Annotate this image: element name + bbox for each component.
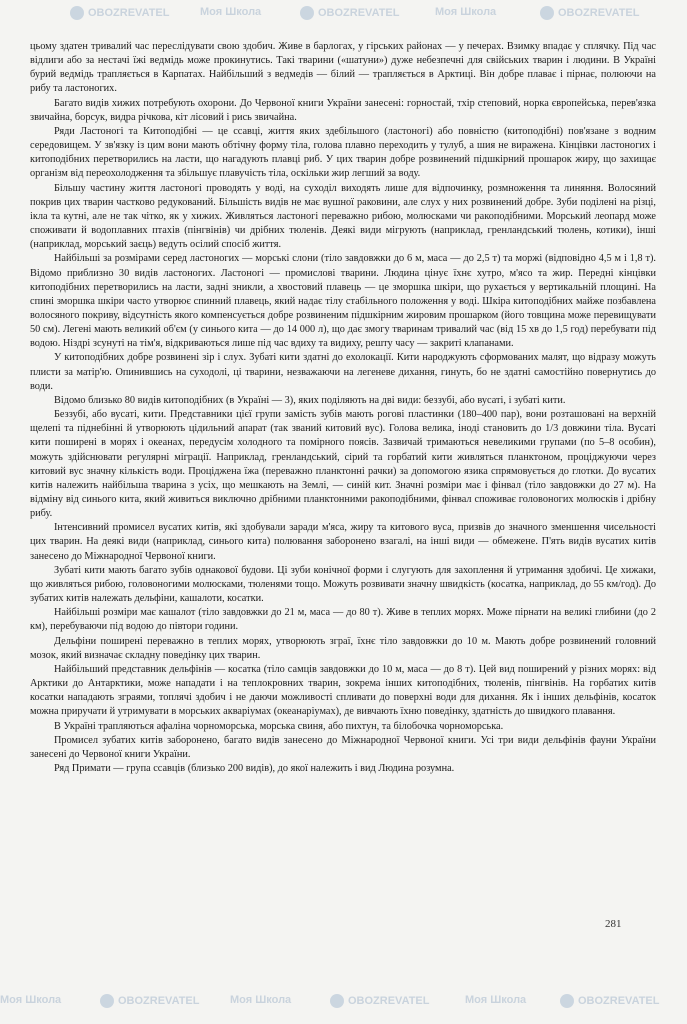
- watermark-logo-icon: [70, 6, 84, 20]
- watermark-logo-icon: [100, 994, 114, 1008]
- watermark-logo-icon: [540, 6, 554, 20]
- paragraph: Зубаті кити мають багато зубів однакової будови. Ці зуби конічної форми і слугують для захоплення й утримання здобичі. Це хижаки, що живляться рибою, головоногими молюсками, тюленями тощо. Можуть розвивати значну швидкість (косатка, наприклад, до 55 км/год). До зубатих китів належать дельфіни, кашалоти, косатки.: [30, 564, 656, 605]
- paragraph: Багато видів хижих потребують охорони. До Червоної книги України занесені: горностай, тхір степовий, норка європейська, перев'язка звичайна, борсук, видра річкова, кіт лісовий і рись звичайна.: [30, 97, 656, 123]
- watermark-row-top: [0, 6, 687, 24]
- body-text: [30, 40, 656, 776]
- paragraph: Інтенсивний промисел вусатих китів, які здобували заради м'яса, жиру та китового вуса, призвів до значного зменшення чисельності цих тварин. На деякі види (наприклад, синього кита) полювання заборонено взагалі, на інші види — обмежене. П'ять видів вусатих китів занесено до Міжнародної Червоної книги.: [30, 522, 656, 562]
- watermark-logo-icon: [300, 6, 314, 20]
- watermark-row-bottom: [0, 994, 687, 1012]
- watermark-school: Моя Школа: [230, 994, 292, 1006]
- paragraph: цьому здатен тривалий час переслідувати свою здобич. Живе в барлогах, у гірських районах — у печерах. Взимку впадає у сплячку. Під час відлиги або за нестачі їжі ведмідь може прокинутись. Такі тварини («шатуни») дуже небезпечні для свійських тварин і людини. В Україні бурий ведмідь трапляється в Карпатах. Найбільший з ведмедів — білий — трапляється в Арктиці. Він добре плаває і пірнає, полюючи на рибу та ластоногих.: [30, 41, 656, 95]
- watermark-school: Моя Школа: [465, 994, 527, 1006]
- paragraph: Беззубі, або вусаті, кити. Представники цієї групи замість зубів мають рогові пластинки (180–400 пар), вони розташовані на верхній щелепі та піднебінні й утворюють цідильний апарат (так званий китовий вус). Голова велика, іноді становить до 1/3 довжини тіла. Вусаті кити поширені в морях і океанах, передусім холодного та помірного поясів. Зазвичай тримаються невеликими групами (по 5–8 особин), можуть здійснювати регулярні міграції. Наприклад, гренландський, сірий та горбатий кити живляться планктоном, проціджуючи через китовий вус значну кількість води. Проціджена їжа (переважно планктонні рачки) за допомогою язика спрямовується до глотки. До вусатих китів належить найбільша тварина з усіх, що мешкають на Землі, — синій кит. Значні розміри має і фінвал (тіло завдовжки до 27 м). На відміну від синього кита, який живиться виключно дрібними планктонними ракоподібними, фінвал споживає головоногих молюсків і дрібну рибу.: [30, 409, 656, 520]
- watermark-obozrevatel: OBOZREVATEL: [330, 994, 429, 1008]
- watermark-obozrevatel: OBOZREVATEL: [70, 6, 169, 20]
- watermark-logo-icon: [560, 994, 574, 1008]
- watermark-obozrevatel: OBOZREVATEL: [540, 6, 639, 20]
- paragraph: Дельфіни поширені переважно в теплих морях, утворюють зграї, їхнє тіло завдовжки до 10 м. Мають добре розвинений головний мозок, який визначає складну поведінку цих тварин.: [30, 635, 656, 661]
- watermark-school: Моя Школа: [0, 994, 62, 1006]
- paragraph: Найбільший представник дельфінів — косатка (тіло самців завдовжки до 10 м, маса — до 8 т). Цей вид поширений у різних морях: від Арктики до Антарктики, може нападати і на теплокровних тварин, зокрема інших китоподібних, тюленів, пінгвінів. На горбатих китів косатки нападають зграями, топлячі здобич і не даючи можливості спливати до поверхні води для дихання. Як і інших дельфінів, косаток можна приручати й утримувати в морських акваріумах (океанаріумах), де вивчають їхню поведінку, здатність до швидкого плавання.: [30, 663, 656, 718]
- paragraph: Більшу частину життя ластоногі проводять у воді, на суходіл виходять лише для відпочинку, розмноження та линяння. Волосяний покрив цих тварин частково редукований. Більшість видів не має вушної раковини, але слух у них розвинений добре. Зуби поділені на різці, ікла та кутні, але не так чітко, як у хижих. Живляться ластоногі переважно рибою, молюсками чи ракоподібними. Морський леопард може споживати й водоплавних птахів (пінгвінів) чи дрібних тюленів. Деякі види мігрують (наприклад, гренландський тюлень, котики), інші (наприклад, морський заєць) ведуть осілий спосіб життя.: [30, 182, 656, 251]
- watermark-obozrevatel: OBOZREVATEL: [100, 994, 199, 1008]
- paragraph: В Україні трапляються афаліна чорноморська, морська свиня, або пихтун, та білобочка чорноморська.: [54, 720, 504, 732]
- paragraph: Відомо близько 80 видів китоподібних (в Україні — 3), яких поділяють на дві види: беззубі, або вусаті, і зубаті кити.: [54, 394, 566, 406]
- watermark-logo-icon: [330, 994, 344, 1008]
- watermark-obozrevatel: OBOZREVATEL: [300, 6, 399, 20]
- page-number: 281: [605, 918, 622, 930]
- paragraph: Промисел зубатих китів заборонено, багато видів занесено до Міжнародної Червоної книги. Усі три види дельфінів фауни України занесені до Червоної книги України.: [30, 734, 656, 760]
- paragraph: Ряди Ластоногі та Китоподібні — це ссавці, життя яких здебільшого (ластоногі) або повністю (китоподібні) пов'язане з водним середовищем. У зв'язку із цим вони мають обтічну форму тіла, голова плавно переходить у тулуб, а шия не виражена. Кінцівки ластоногих і китоподібних перетворились на ласти, що нагадують плавці риб. У цих тварин добре розвинений підшкірний прошарок жиру, що захищає організм від переохолодження та збільшує плавучість тіла, оскільки жир легший за воду.: [30, 125, 656, 180]
- watermark-obozrevatel: OBOZREVATEL: [560, 994, 659, 1008]
- watermark-school: Моя Школа: [200, 6, 262, 18]
- paragraph: У китоподібних добре розвинені зір і слух. Зубаті кити здатні до ехолокації. Кити народжують сформованих малят, що відразу можуть плисти за матір'ю. Опинившись на суходолі, ці тварини, незважаючи на легеневе дихання, гинуть, бо не здатні самостійно повернутись до води.: [30, 352, 656, 392]
- paragraph: Найбільші за розмірами серед ластоногих — морські слони (тіло завдовжки до 6 м, маса — до 2,5 т) та моржі (відповідно 4,5 м і 1,8 т). Відомо приблизно 30 видів ластоногих. Ластоногі — промислові тварини. Людина цінує їхнє хутро, м'ясо та жир. Передні кінцівки китоподібних перетворились на ласти, задні зникли, а хвостовий плавець — це зморшка шкіри, що рухається у вертикальній площині. На спині зморшка шкіри часто утворює спинний плавець, який надає тілу стабільного положення у воді. Шкіра китоподібних майже позбавлена волосяного покриву, відсутність якого компенсується добре розвиненим підшкірним жировим прошарком (його товщина може перевищувати 50 см). Легені мають великий об'єм (у синього кита — до 14 000 л), що дає змогу тваринам тривалий час (від 15 хв до 1,5 год) перебувати під водою. Ніздрі зсунуті на тім'я, відкриваються лише під час вдиху та видиху, решту часу — закриті клапанами.: [30, 253, 656, 350]
- paragraph: Ряд Примати — група ссавців (близько 200 видів), до якої належить і вид Людина розумна.: [54, 762, 455, 774]
- watermark-school: Моя Школа: [435, 6, 497, 18]
- paragraph: Найбільші розміри має кашалот (тіло завдовжки до 21 м, маса — до 80 т). Живе в теплих морях. Може пірнати на великі глибини (до 2 км), перебуваючи під водою до півтори години.: [30, 607, 656, 633]
